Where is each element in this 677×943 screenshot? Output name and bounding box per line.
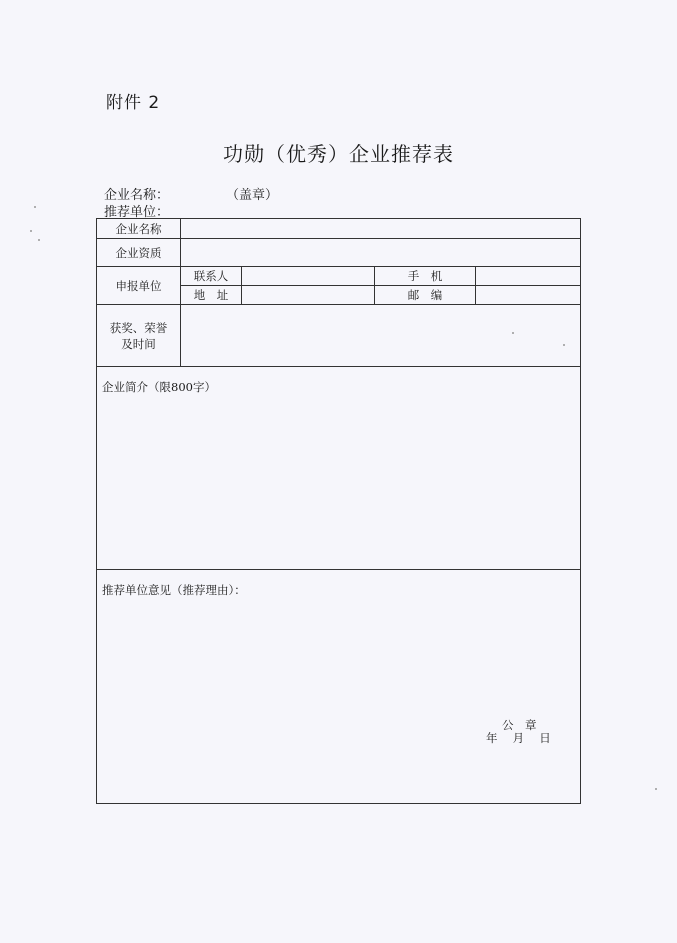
company-qualification-cell: 企业资质 xyxy=(115,245,162,260)
contact-person-label: 联系人 xyxy=(193,269,229,283)
awards-value[interactable] xyxy=(181,305,580,366)
awards-label-line1: 获奖、荣誉 xyxy=(109,320,168,335)
recommendation-opinion-label: 推荐单位意见（推荐理由）： xyxy=(102,583,246,597)
awards-label-line2: 及时间 xyxy=(121,336,156,351)
mobile-value[interactable] xyxy=(476,267,580,285)
awards-cell xyxy=(97,305,180,366)
scan-speck xyxy=(34,206,36,208)
company-qualification-value[interactable] xyxy=(181,239,580,266)
form-title: 功勋（优秀）企业推荐表 xyxy=(223,142,454,166)
official-seal-label: 公 章 xyxy=(502,718,537,732)
address-label: 地 址 xyxy=(193,288,229,302)
postal-code-label: 邮 编 xyxy=(407,288,443,302)
scan-speck xyxy=(38,239,40,241)
contact-person-value[interactable] xyxy=(242,267,374,285)
scan-speck xyxy=(563,344,565,346)
address-value[interactable] xyxy=(242,286,374,304)
scan-speck xyxy=(512,332,514,334)
recommending-unit-label: 推荐单位： xyxy=(104,205,170,220)
company-name-label: 企业名称： xyxy=(104,188,170,203)
company-intro-label: 企业简介（限800字） xyxy=(102,380,216,394)
recommendation-opinion-area[interactable] xyxy=(97,602,580,712)
stamp-note: （盖章） xyxy=(226,188,279,203)
mobile-label: 手 机 xyxy=(407,269,443,283)
applicant-unit-cell: 申报单位 xyxy=(115,278,162,293)
row-divider xyxy=(97,366,580,367)
company-name-value[interactable] xyxy=(181,219,580,238)
scan-speck xyxy=(655,788,657,790)
scan-speck xyxy=(30,230,32,232)
company-name-cell: 企业名称 xyxy=(115,221,162,236)
date-fields: 年 月 日 xyxy=(486,731,551,745)
row-divider xyxy=(97,569,580,570)
recommendation-form-table xyxy=(96,218,581,804)
postal-code-value[interactable] xyxy=(476,286,580,304)
attachment-number: 附件 2 xyxy=(106,93,161,113)
company-intro-area[interactable] xyxy=(97,399,580,567)
